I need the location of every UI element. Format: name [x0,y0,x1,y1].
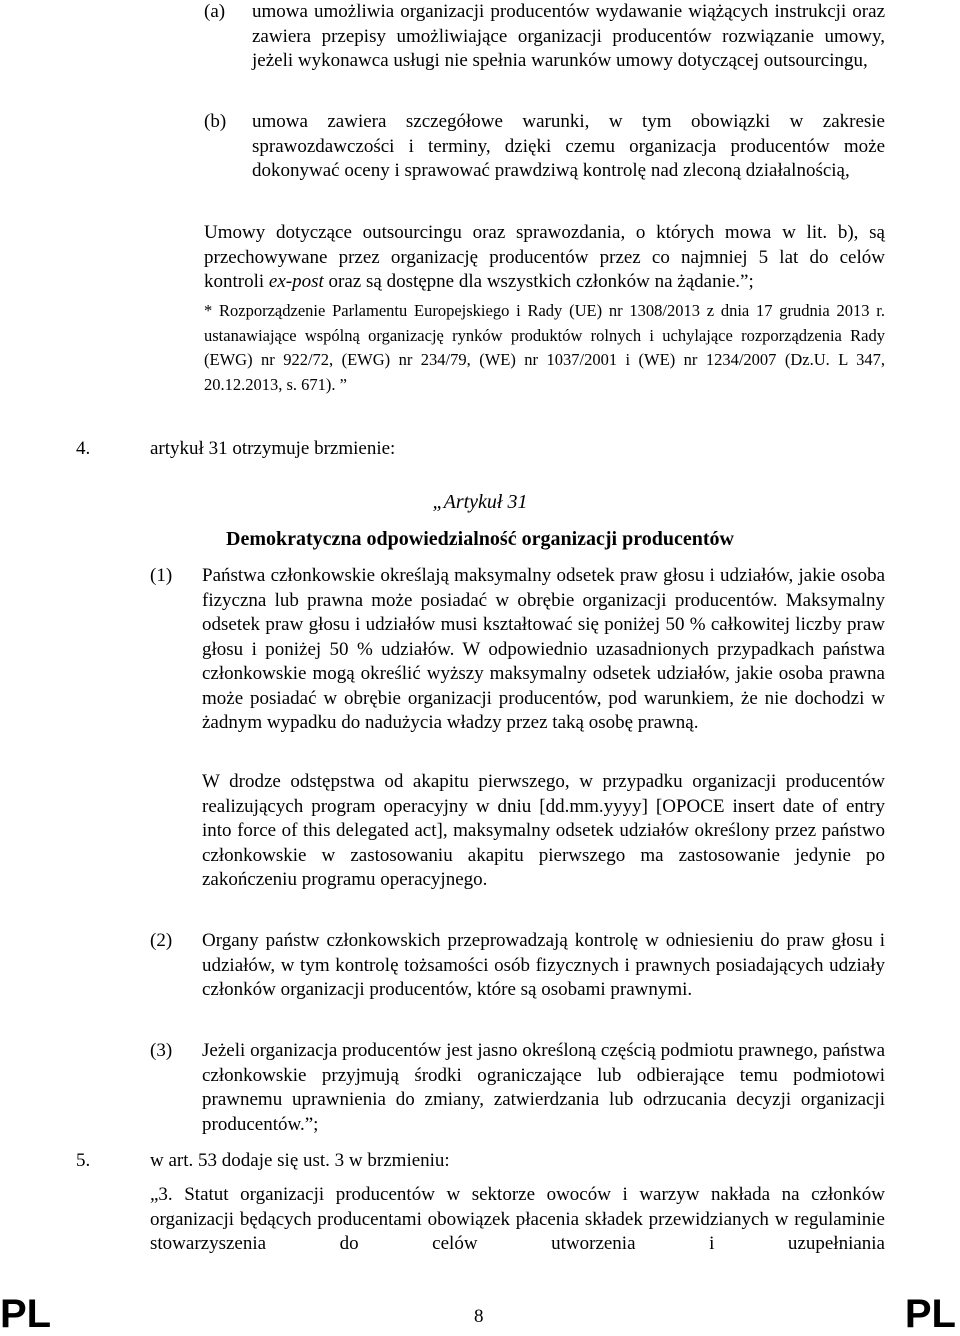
quote-paragraph-3: „3. Statut organizacji producentów w sektorze owoców i warzyw nakłada na członków organizacji będących producentami obowiązek płacenia składek przewidzianych w regulaminie stowarzyszenia do celów utworzenia i uzupełniania [150,1184,885,1254]
page-number: 8 [474,1306,484,1327]
point-4-text: artykuł 31 otrzymuje brzmienie: [150,438,396,459]
item-3-text: Jeżeli organizacja producentów jest jasno określoną częścią podmiotu prawnego, państwa członkowskie przyjmują środki ograniczające lub odbierające temu podmiotowi prawnemu uprawnienia do zmiany, zatwierdzania lub odrzucania decyzji organizacji producentów.”; [202,1040,885,1135]
footer-language-left: PL [0,1292,52,1336]
footnote: * Rozporządzenie Parlamentu Europejskiego i Rady (UE) nr 1308/2013 z dnia 17 grudnia 2013 r. ustanawiające wspólną organizację rynków produktów rolnych i uchylające rozporządzenia Rady (EWG) nr 922/72, (EWG) nr 234/79, (WE) nr 1037/2001 i (WE) nr 1234/2007 (Dz.U. L 347, 20.12.2013, s. 671). ” [204,301,885,394]
point-5-text: w art. 53 dodaje się ust. 3 w brzmieniu: [150,1150,450,1171]
item-1-text: Państwa członkowskie określają maksymalny odsetek praw głosu i udziałów, jakie osoba fizyczna lub prawna może posiadać w obrębie organizacji producentów. Maksymalny odsetek praw głosu i udziałów musi kształtować się poniżej 50 % całkowitej liczby praw głosu i poniżej 50 % udziałów. W odpowiednio uzasadnionych przypadkach państwa członkowskie mogą określić wyższy maksymalny odsetek udziałów, jakie osoba prawna może posiadać w obrębie organizacji producentów, pod warunkiem, że nie dochodzi w żadnym wypadku do nadużycia władzy przez taką osobę prawną. [202,565,885,733]
item-2-text: Organy państw członkowskich przeprowadzają kontrolę w odniesieniu do praw głosu i udziałów, w tym kontrolę tożsamości osób fizycznych i prawnych posiadających udziały członków organizacji producentów, które są osobami prawnymi. [202,930,885,1000]
item-1-marker: (1) [150,565,173,586]
footer-language-right: PL [904,1292,956,1336]
list-item-b: umowa zawiera szczegółowe warunki, w tym obowiązki w zakresie sprawozdawczości i terminy, dzięki czemu organizacja producentów może dokonywać oceny i sprawować prawdziwą kontrolę nad zleconą działalnością, [252,111,885,181]
list-marker-b: (b) [204,111,227,132]
outsourcing-paragraph: Umowy dotyczące outsourcingu oraz sprawozdania, o których mowa w lit. b), są przechowywane przez organizację producentów przez co najmniej 5 lat do celów kontroli ex-post oraz są dostępne dla wszystkich członków na żądanie.”; [204,222,885,292]
list-marker-a: (a) [204,1,226,22]
list-item-a: umowa umożliwia organizacji producentów wydawanie wiążących instrukcji oraz zawiera przepisy umożliwiające organizacji producentów rozwiązanie umowy, jeżeli wykonawca usługi nie spełnia warunków umowy dotyczącej outsourcingu, [252,1,885,71]
item-3-marker: (3) [150,1040,173,1061]
article-title: Demokratyczna odpowiedzialność organizacji producentów [226,528,734,550]
point-5-number: 5. [76,1150,91,1171]
article-heading: „Artykuł 31 [432,491,528,513]
point-4-number: 4. [76,438,91,459]
item-2-marker: (2) [150,930,173,951]
item-1-text-2: W drodze odstępstwa od akapitu pierwszego, w przypadku organizacji producentów realizujących program operacyjny w dniu [dd.mm.yyyy] [OPOCE insert date of entry into force of this delegated act], maksymalny odsetek udziałów określony przez państwo członkowskie w zastosowaniu akapitu pierwszego ma zastosowanie jedynie po zakończeniu programu operacyjnego. [202,771,885,890]
